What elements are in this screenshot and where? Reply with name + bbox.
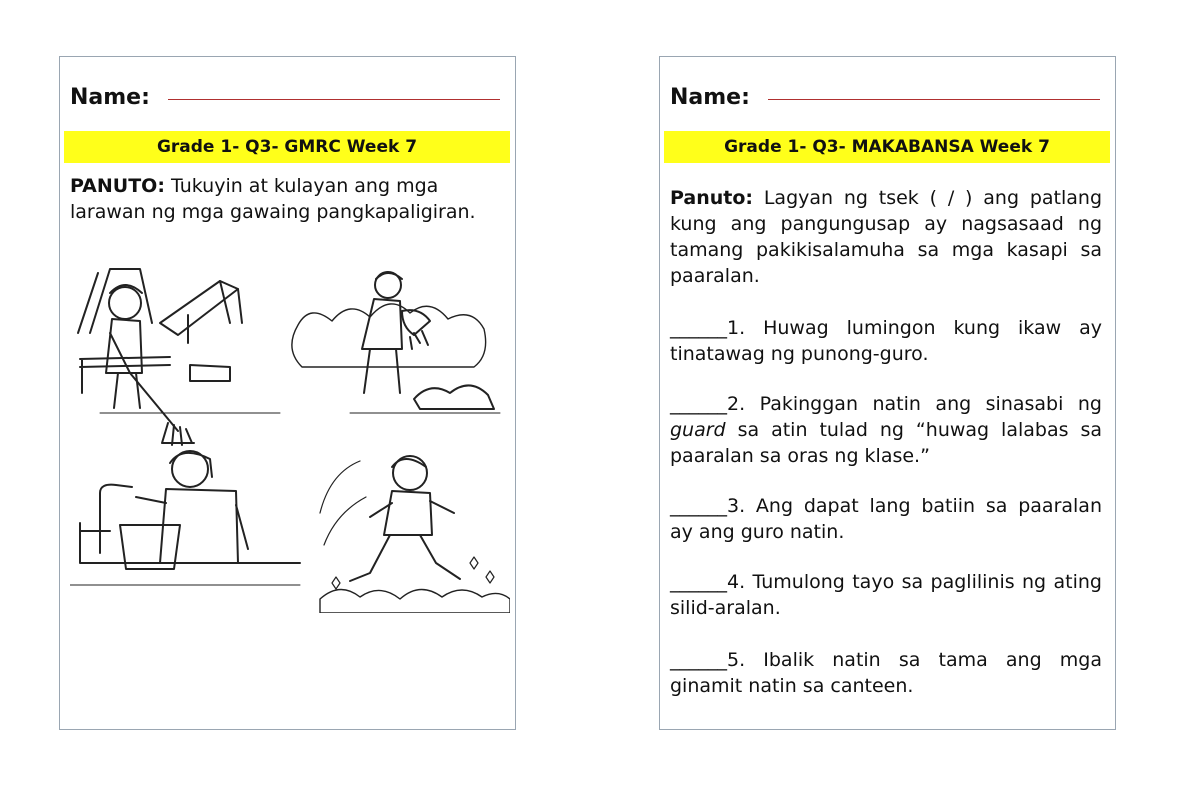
question-item-5 xyxy=(670,647,1102,699)
name-field xyxy=(670,81,1100,115)
question-text: 1. Huwag lumingon kung ikaw ay tinatawag ng punong-guro. xyxy=(670,317,1102,365)
girl-sweeping-icon[interactable] xyxy=(78,269,280,445)
instruction xyxy=(70,173,500,225)
question-text-rest: sa atin tulad ng “huwag lalabas sa paaralan sa oras ng klase.” xyxy=(670,419,1102,467)
answer-blank[interactable]: ______ xyxy=(670,571,727,593)
worksheet-gmrc xyxy=(59,56,516,730)
name-line[interactable] xyxy=(768,99,1100,100)
answer-blank[interactable]: ______ xyxy=(670,649,727,671)
question-item-2 xyxy=(670,391,1102,469)
question-item-1 xyxy=(670,315,1102,367)
instruction-label: PANUTO: xyxy=(70,175,165,197)
boy-running-icon[interactable] xyxy=(320,456,510,613)
name-field xyxy=(70,81,500,115)
question-text: 2. Pakinggan natin ang sinasabi ng xyxy=(727,393,1102,415)
answer-blank[interactable]: ______ xyxy=(670,393,727,415)
question-item-4 xyxy=(670,569,1102,621)
instruction-label: Panuto: xyxy=(670,187,754,209)
question-text: 4. Tumulong tayo sa paglilinis ng ating silid-aralan. xyxy=(670,571,1102,619)
name-line[interactable] xyxy=(168,99,500,100)
activity-pictures-drawing xyxy=(70,263,510,613)
instruction-text: Lagyan ng tsek ( / ) ang patlang kung ang pangungusap ay nagsasaad ng tamang pakikisalamuha sa mga kasapi sa paaralan. xyxy=(670,187,1102,287)
activity-pictures xyxy=(70,263,510,613)
question-text: 5. Ibalik natin sa tama ang mga ginamit natin sa canteen. xyxy=(670,649,1102,697)
question-text: 3. Ang dapat lang batiin sa paaralan ay ang guro natin. xyxy=(670,495,1102,543)
name-label: Name: xyxy=(70,85,150,110)
name-label: Name: xyxy=(670,85,750,110)
worksheet-header: Grade 1- Q3- MAKABANSA Week 7 xyxy=(664,131,1110,163)
question-item-3 xyxy=(670,493,1102,545)
answer-blank[interactable]: ______ xyxy=(670,317,727,339)
boy-watering-plants-icon[interactable] xyxy=(292,272,500,413)
answer-blank[interactable]: ______ xyxy=(670,495,727,517)
girl-washing-at-faucet-icon[interactable] xyxy=(70,451,300,585)
question-emphasis: guard xyxy=(670,419,726,441)
worksheet-header: Grade 1- Q3- GMRC Week 7 xyxy=(64,131,510,163)
instruction xyxy=(670,185,1102,289)
worksheet-makabansa xyxy=(659,56,1116,730)
instruction-text: Tukuyin at kulayan ang mga larawan ng mga gawaing pangkapaligiran. xyxy=(70,175,476,223)
